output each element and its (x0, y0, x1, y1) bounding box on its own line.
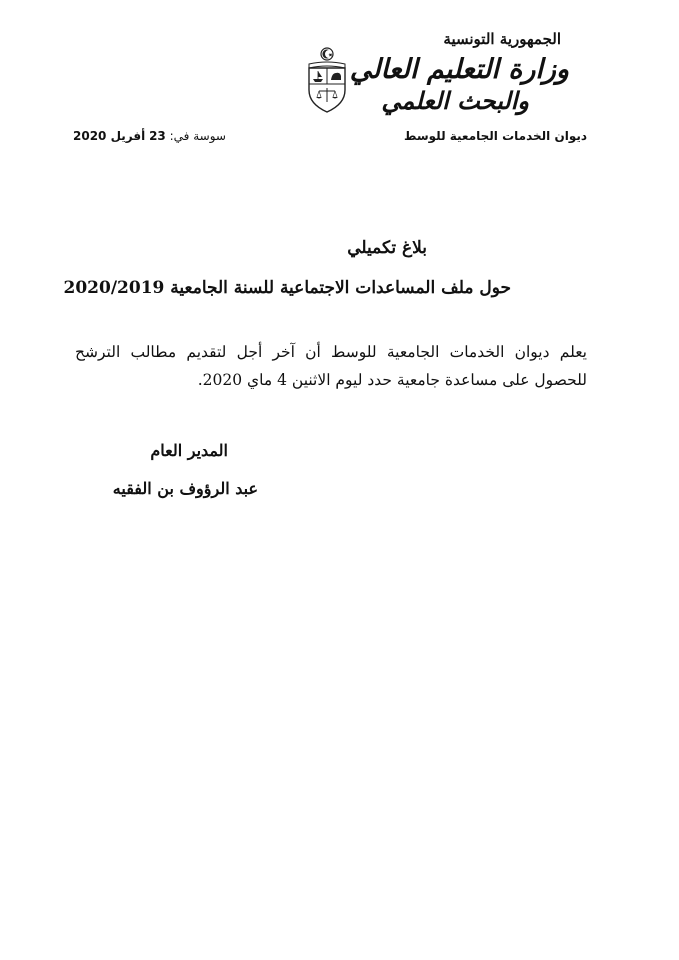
ministry-name-line1: وزارة التعليم العالي (349, 54, 569, 85)
signatory-title: المدير العام (150, 441, 228, 460)
date-line (73, 129, 226, 143)
notice-body: يعلم ديوان الخدمات الجامعية للوسط أن آخر أجل لتقديم مطالب الترشح للحصول على مساعدة جامعية حدد ليوم الاثنين 4 ماي 2020. (75, 343, 587, 389)
tunisia-coat-of-arms-icon (303, 46, 351, 114)
notice-subtitle: حول ملف المساعدات الاجتماعية للسنة الجامعية 2020/2019 (63, 278, 511, 298)
office-name: ديوان الخدمات الجامعية للوسط (404, 129, 587, 143)
date-month-year: أفريل 2020 (73, 129, 146, 143)
date-day: 23 (149, 129, 166, 143)
date-prefix: سوسة في: (169, 129, 226, 143)
ministry-name-line2: والبحث العلمي (381, 86, 529, 115)
signatory-name: عبد الرؤوف بن الفقيه (112, 479, 258, 498)
republic-label: الجمهورية التونسية (443, 30, 561, 48)
notice-title: بلاغ تكميلي (347, 238, 427, 258)
